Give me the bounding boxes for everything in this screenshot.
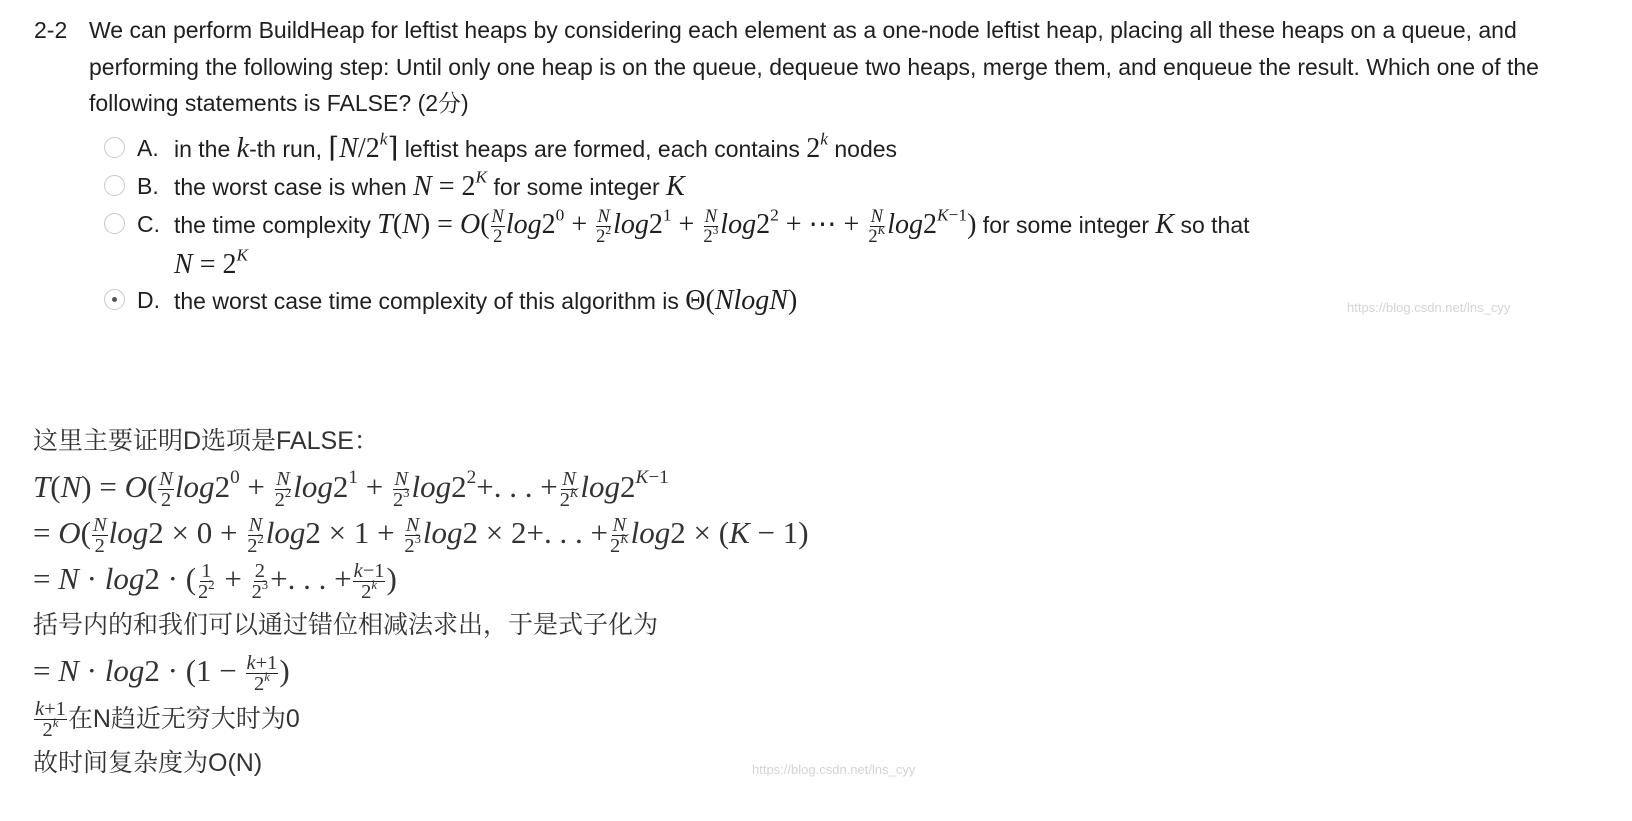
explanation-middle: 括号内的和我们可以通过错位相减法求出，于是式子化为 [33, 611, 659, 639]
explanation-intro: 这里主要证明D选项是FALSE： [33, 427, 379, 455]
answer-options [104, 130, 1604, 320]
equation-line-3: = N · log2 · ( $\frac{1}{2^2}$ + $\frac{2}{2^3}$ +. . . + $\frac{k-1}{2^k}$ ) [33, 559, 397, 604]
question-prompt: We can perform BuildHeap for leftist heaps by considering each element as a one-node leftist heap, placing all these heaps on a queue, and performing the following step: Until only one heap is on the queue, dequeue two heaps, merge them, and enqueue the result. Which one of the following statements is FALSE? [89, 17, 1539, 116]
option-letter-c: C. [137, 211, 160, 237]
option-letter-b: B. [137, 173, 159, 199]
equation-line-1: T(N) = O( $\frac{N}{2}$ $\log 2^0$ + $\frac{N}{2^2}$ $\log 2^1$ + $\frac{N}{2^3}$ $\log 2^2+$. . . + $\frac{N}{2^K}$ $\log 2^{K-1}$ [33, 467, 669, 512]
option-b[interactable] [104, 168, 1604, 206]
limit-line: $\frac{k+1}{2^k}$ 在N趋近无穷大时为0 [35, 697, 300, 742]
limit-text: 在N趋近无穷大时为0 [67, 705, 300, 733]
equation-line-4: = N · log2 · (1 − $\frac{k+1}{2^k}$ ) [33, 651, 290, 696]
radio-option-a[interactable] [104, 137, 125, 158]
equation-line-2: = O( $\frac{N}{2}$ log2 × 0 + $\frac{N}{2^2}$ log2 × 1 + $\frac{N}{2^3}$ log2 × 2+. . . + $\frac{N}{2^K}$ log2 × (K − 1) [33, 513, 809, 558]
option-a[interactable] [104, 130, 1604, 168]
option-letter-a: A. [137, 135, 159, 161]
question-number: 2-2 [34, 17, 68, 43]
question-text [89, 12, 1604, 122]
explanation-conclusion: 故时间复杂度为O(N) [33, 749, 263, 777]
radio-option-d[interactable] [104, 289, 125, 310]
option-letter-d: D. [137, 287, 160, 313]
radio-option-b[interactable] [104, 175, 125, 196]
option-text-d: the worst case time complexity of this algorithm is Θ(NlogN) [174, 285, 798, 316]
explanation-block [33, 418, 1133, 786]
question-block [34, 12, 1604, 122]
option-text-b: the worst case is when $N = 2^K$ for some integer K [174, 167, 685, 202]
watermark-top: https://blog.csdn.net/lns_cyy [1347, 300, 1511, 315]
radio-option-c[interactable] [104, 213, 125, 234]
option-text-c: the time complexity T(N) = O( $\frac{N}{2}$ $\log 2^0$ + $\frac{N}{2^2}$ $\log 2^1$ + $\frac{N}{2^3}$ $\log 2^2$ + ⋯ + $\frac{N}{2^K}$ $\log 2^{K-1}$) for some integer K so that $N = 2^K$ [174, 205, 1250, 280]
question-points: (2分) [417, 90, 469, 116]
option-c[interactable] [104, 206, 1604, 282]
watermark-bottom: https://blog.csdn.net/lns_cyy [752, 762, 916, 777]
option-text-a: in the k-th run, ⌈N/2$^k$⌉ leftist heaps are formed, each contains 2$^k$ nodes [174, 129, 898, 164]
